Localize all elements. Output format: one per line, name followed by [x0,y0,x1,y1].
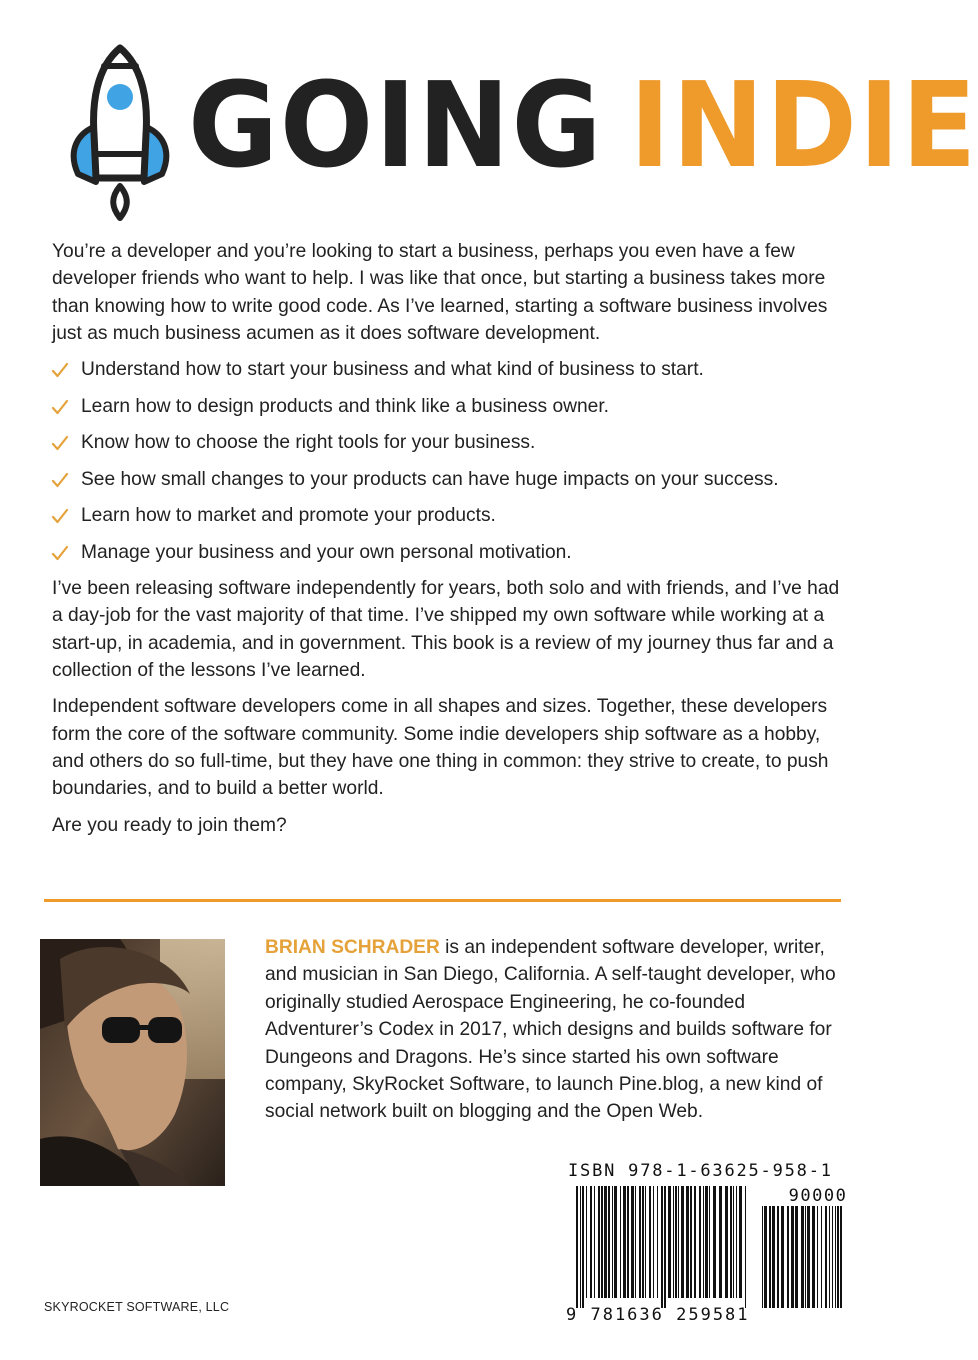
barcode-bar [709,1186,710,1298]
barcode-bar [772,1206,775,1308]
isbn-label: ISBN 978-1-63625-958-1 [568,1161,833,1181]
barcode-bar [812,1206,815,1308]
barcode-bar [614,1186,617,1298]
checkmark-icon [52,508,68,524]
barcode-bar [664,1186,666,1308]
book-title [188,50,978,200]
barcode-bar [725,1186,728,1298]
barcode-bar [730,1186,732,1298]
divider [44,899,841,902]
barcode-bar [805,1206,806,1308]
list-item [52,356,842,383]
barcode-bar [825,1206,827,1308]
barcode-bar [576,1186,578,1308]
barcode-bar [586,1186,587,1298]
checkmark-icon [52,472,68,488]
barcode-bar [681,1186,684,1298]
barcode-bar [769,1206,771,1308]
ean-digits: 9 781636 259581 [566,1305,750,1325]
barcode-bar [604,1186,607,1298]
barcode-bar [837,1206,839,1308]
barcode-bar [807,1206,810,1308]
isbn-barcode [562,1186,848,1325]
barcode-bar [832,1206,833,1308]
author-photo [40,939,225,1186]
barcode-bar [777,1206,779,1308]
author-bio-text: is an independent software developer, writer, and musician in San Diego, California. A self-taught developer, who originally studied Aerospace Engineering, he co-founded Adventurer’s Codex in 2017, which designs and builds software for Dungeons and Dragons. He’s since started his own software company, SkyRocket Software, to launch Pine.blog, a new kind of social network built on blogging and the Open Web. [265,937,836,1123]
barcode-bar [649,1186,651,1298]
author-bio [265,934,855,1126]
barcode-bar [594,1186,595,1298]
closing-question: Are you ready to join them? [52,814,287,836]
barcode-bar [821,1206,822,1308]
barcode-bar [791,1206,794,1308]
barcode-bar [795,1206,798,1308]
barcode-bar [608,1186,610,1298]
barcode-bar [642,1186,644,1298]
barcode-bar [582,1186,584,1308]
barcode-bar [733,1186,734,1298]
list-item [52,466,842,493]
barcode-bar [835,1206,836,1308]
blurb [52,238,842,848]
barcode-bar [703,1186,704,1298]
barcode-bar [620,1186,621,1298]
list-item-text: Know how to choose the right tools for your business. [81,432,536,454]
list-item [52,502,842,529]
barcode-bar [678,1186,679,1298]
barcode-bar [745,1186,746,1308]
list-item-text: Learn how to design products and think like a business owner. [81,395,609,417]
barcode-bar [781,1206,784,1308]
community-paragraph: Independent software developers come in all shapes and sizes. Together, these developers form the core of the software community. Some indie developers ship software as a hobby, and others do so full-time, but they have one thing in common: they strive to create, to push boundaries, and to build a better world. [52,696,829,800]
checkmark-icon [52,435,68,451]
barcode-bar [668,1186,671,1298]
barcode-bar [739,1186,742,1298]
barcode-bar [817,1206,818,1308]
barcode-bar [719,1186,722,1298]
barcode-bar [690,1186,692,1298]
barcode-addon-bars [762,1206,842,1308]
barcode-bar [598,1186,600,1298]
barcode-bar [694,1186,696,1298]
barcode-bar [801,1206,804,1308]
barcode-bar [762,1206,763,1308]
barcode-bar [673,1186,674,1298]
barcode-bar [580,1186,581,1308]
barcode-bar [787,1206,789,1308]
list-item [52,393,842,420]
title-word-going: GOING [188,56,604,194]
cover-header [70,42,978,222]
list-item-text: Understand how to start your business and what kind of business to start. [81,359,704,381]
barcode-bar [764,1206,767,1308]
list-item [52,429,842,456]
barcode-bar [635,1186,636,1298]
list-item-text: See how small changes to your products can have huge impacts on your success. [81,468,779,490]
barcode-bar [661,1186,663,1308]
experience-paragraph: I’ve been releasing software independently for years, both solo and with friends, and I’ve had a day-job for the vast majority of that time. I’ve shipped my own software while working at a start-up, in academia, and in government. This book is a review of my journey thus far and a collection of the lessons I’ve learned. [52,578,840,682]
barcode-bar [590,1186,592,1298]
barcode-bar [653,1186,654,1298]
barcode-bar [699,1186,701,1298]
barcode-bar [631,1186,634,1298]
barcode-main-bars [576,1186,746,1308]
list-item-text: Learn how to market and promote your products. [81,505,496,527]
barcode-bar [639,1186,641,1298]
benefit-list [52,356,842,566]
checkmark-icon [52,362,68,378]
barcode-bar [627,1186,629,1298]
title-word-indie: INDIE [629,56,978,194]
intro-paragraph: You’re a developer and you’re looking to start a business, perhaps you even have a few developer friends who want to help. I was like that once, but starting a business takes more than knowing how to write good code. As I’ve learned, starting a software business involves just as much business acumen as it does software development. [52,241,828,344]
checkmark-icon [52,399,68,415]
barcode-bar [675,1186,677,1298]
author-name: BRIAN SCHRADER [265,937,440,958]
price-code: 90000 [788,1186,848,1206]
barcode-bar [686,1186,689,1298]
barcode-bar [829,1206,830,1308]
barcode-bar [657,1186,658,1298]
list-item-text: Manage your business and your own personal motivation. [81,541,572,563]
checkmark-icon [52,545,68,561]
barcode-bar [840,1206,842,1308]
rocket-icon [70,42,170,222]
barcode-bar [713,1186,716,1298]
publisher-name: SKYROCKET SOFTWARE, LLC [44,1300,230,1314]
barcode-bar [612,1186,613,1298]
barcode-bar [601,1186,603,1298]
barcode-bar [645,1186,646,1298]
barcode-bar [705,1186,708,1298]
barcode-bar [736,1186,737,1298]
list-item [52,539,842,566]
barcode-bar [623,1186,626,1298]
